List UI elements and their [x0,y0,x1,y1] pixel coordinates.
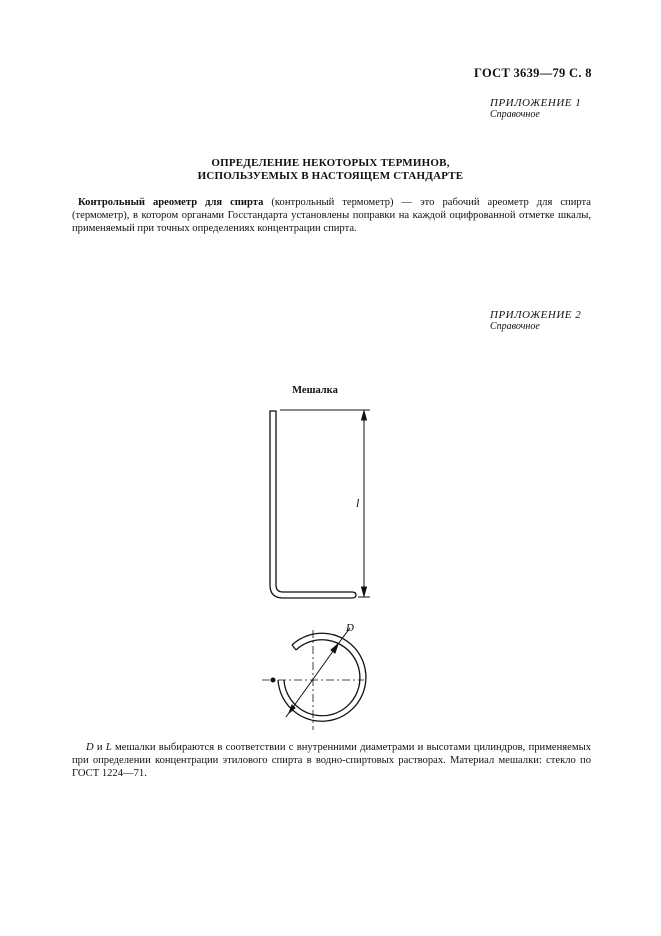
appendix-2-title: ПРИЛОЖЕНИЕ 2 [490,309,582,321]
stirrer-note [72,741,591,780]
diameter-label: D [346,622,354,634]
note-var-d: D [86,742,94,753]
note-conjunction: и [93,742,106,753]
page-header: ГОСТ 3639—79 С. 8 [474,66,592,80]
definition-text: (контрольный термометр) — это рабочий ареометр для спирта (термометр), в котором органами Госстандарта установлены поправки на каждой оцифрованной отметке шкалы, применяемый при точных определениях концентрации спирта. [72,197,591,234]
note-text: мешалки выбираются в соответствии с внутренними диаметрами и высотами цилиндров, применяемых при определении концентрации этилового спирта в водно-спиртовых растворах. Материал мешалки: стекло по ГОСТ 1224—71. [72,742,591,779]
note-var-l: L [105,742,112,753]
stirrer-side-view [270,411,356,598]
appendix-1-subtitle: Справочное [490,109,540,120]
length-label: l [356,496,360,510]
definition-term: Контрольный ареометр для спирта [78,197,264,208]
section-title-line-2: ИСПОЛЬЗУЕМЫХ В НАСТОЯЩЕМ СТАНДАРТЕ [197,170,464,182]
appendix-2-subtitle: Справочное [490,321,540,332]
section-title-line-1: ОПРЕДЕЛЕНИЕ НЕКОТОРЫХ ТЕРМИНОВ, [211,157,450,169]
appendix-1-title: ПРИЛОЖЕНИЕ 1 [490,97,582,109]
figure-title: Мешалка [292,385,338,396]
